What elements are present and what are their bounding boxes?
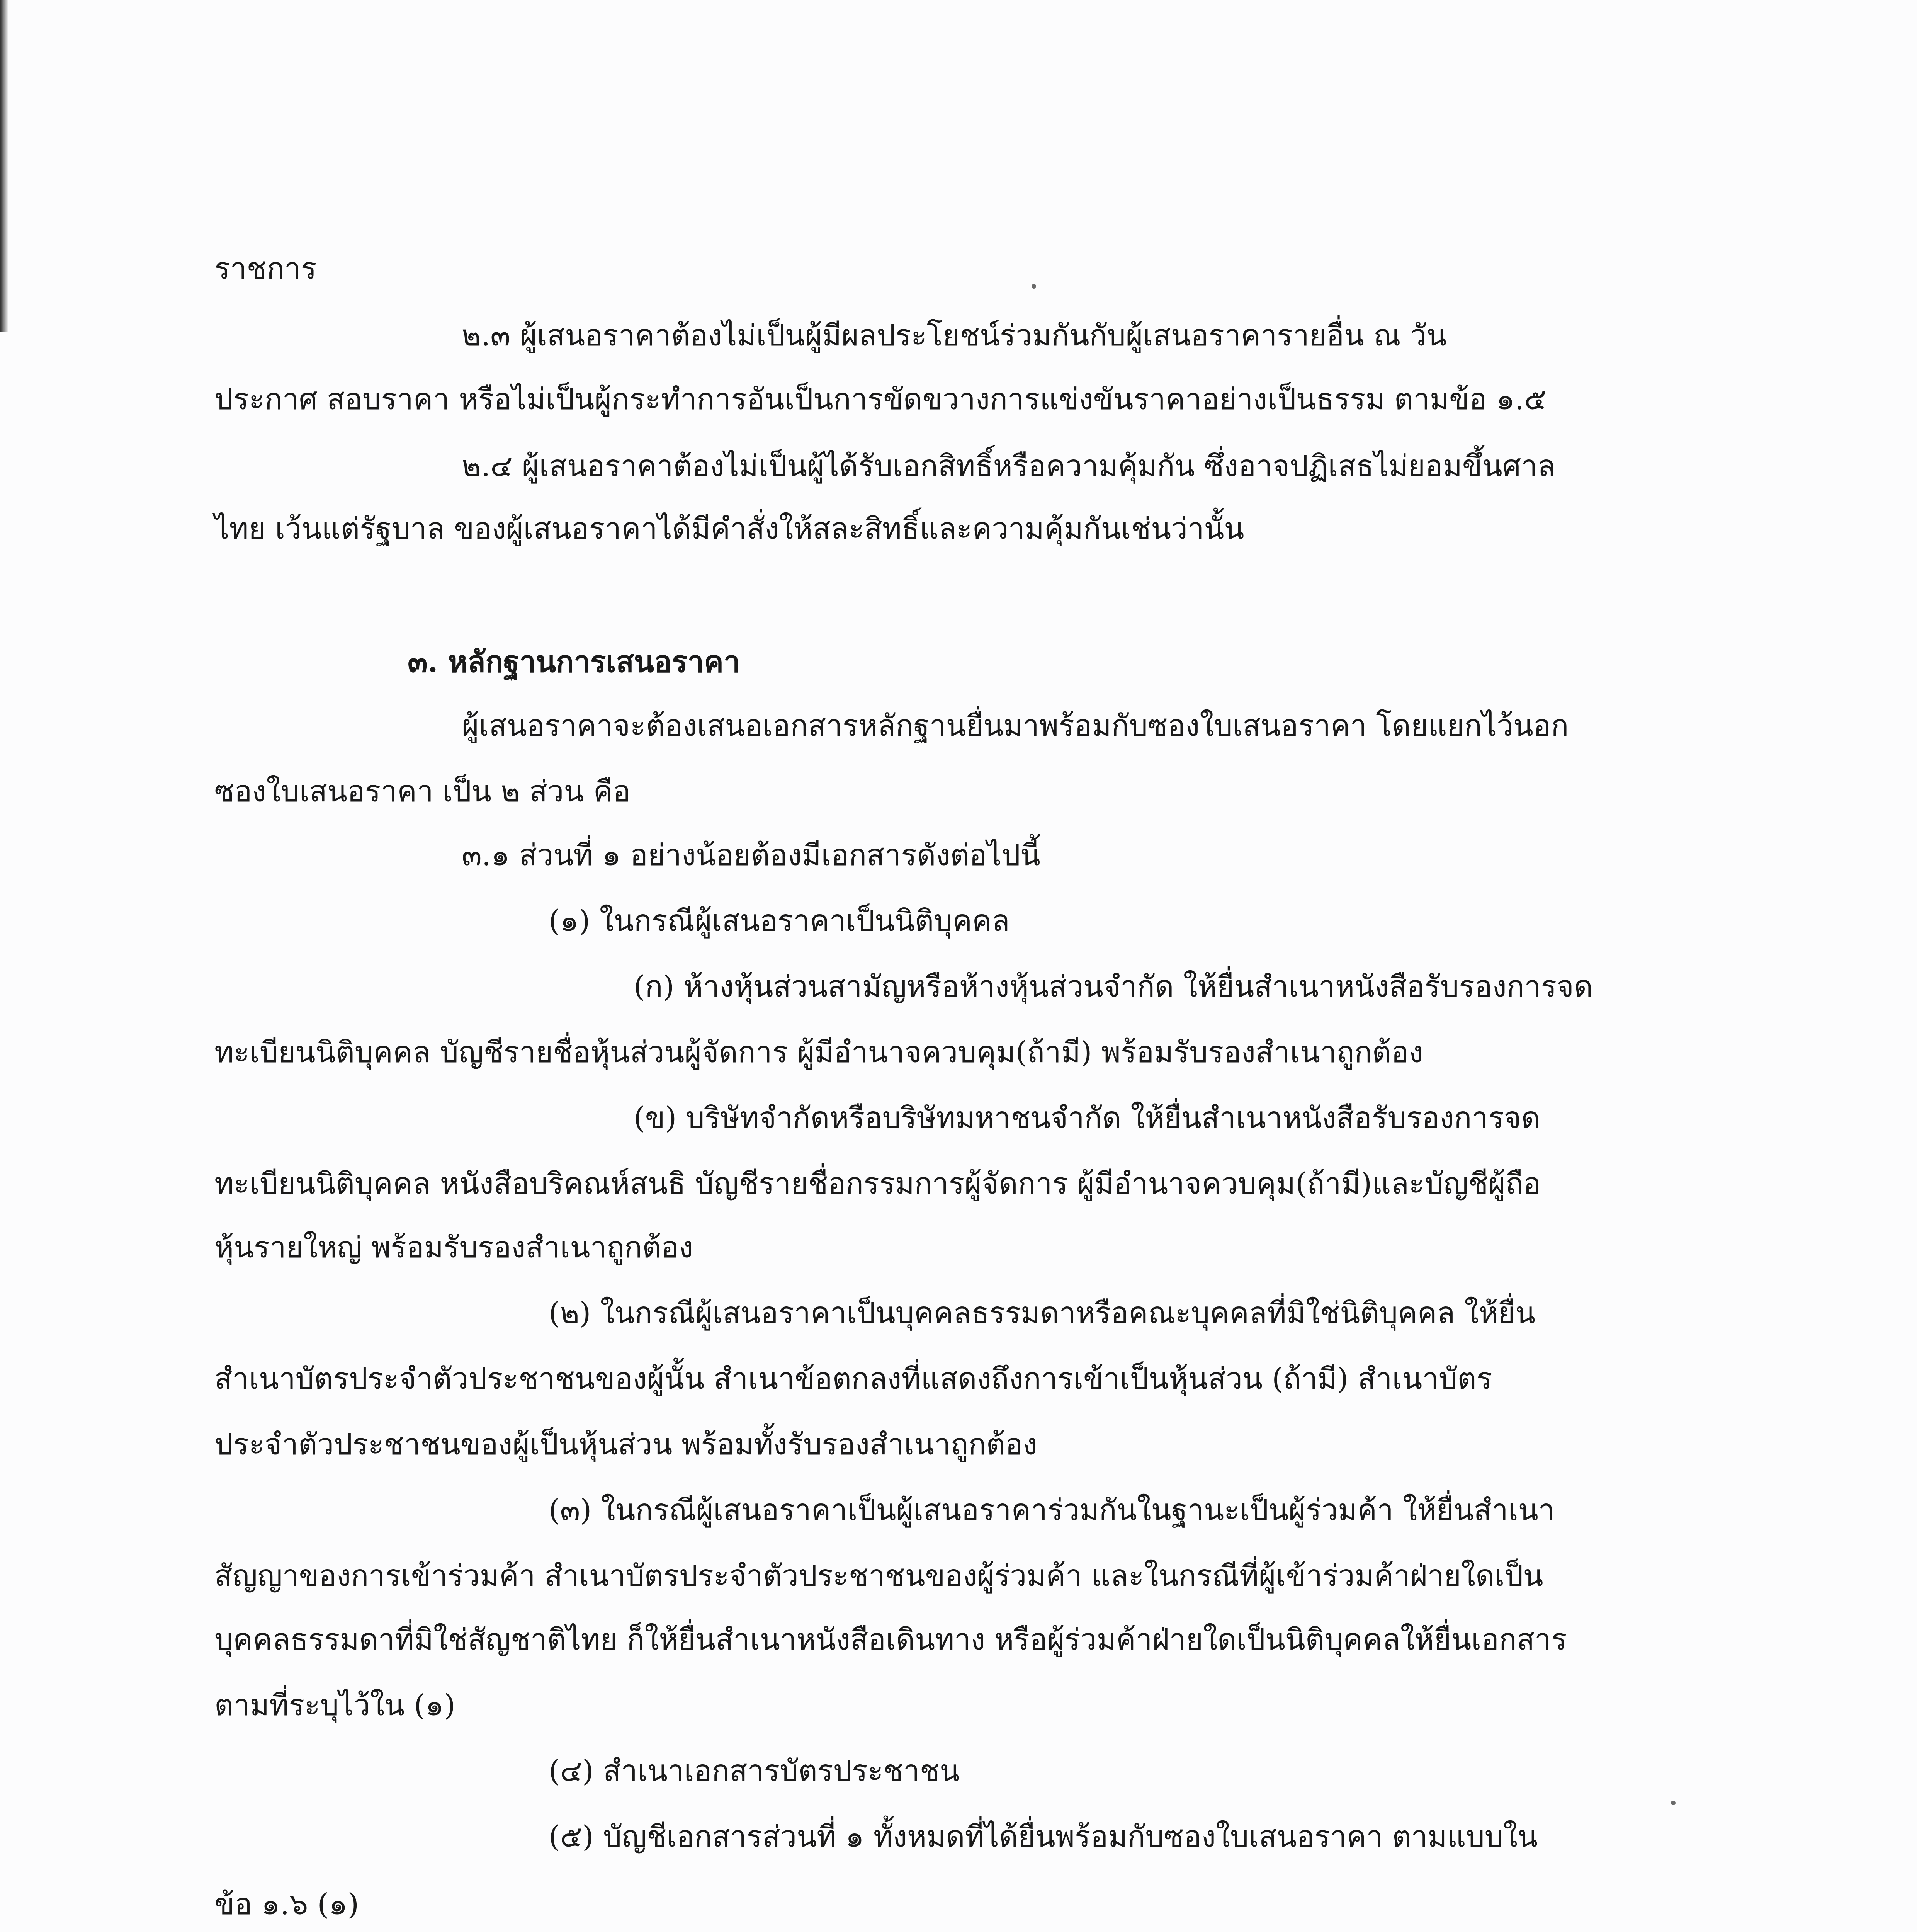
text-line: ๒.๓ ผู้เสนอราคาต้องไม่เป็นผู้มีผลประโยชน์ร่วมกันกับผู้เสนอราคารายอื่น ณ วัน xyxy=(462,318,1447,352)
text-line: ทะเบียนนิติบุคคล บัญชีรายชื่อหุ้นส่วนผู้จัดการ ผู้มีอำนาจควบคุม(ถ้ามี) พร้อมรับรองสำเนาถูกต้อง xyxy=(214,1035,1423,1069)
text-line: สำเนาบัตรประจำตัวประชาชนของผู้นั้น สำเนาข้อตกลงที่แสดงถึงการเข้าเป็นหุ้นส่วน (ถ้ามี) สำเนาบัตร xyxy=(214,1361,1492,1396)
text-line: ผู้เสนอราคาจะต้องเสนอเอกสารหลักฐานยื่นมาพร้อมกับซองใบเสนอราคา โดยแยกไว้นอก xyxy=(462,708,1569,743)
text-line: ซองใบเสนอราคา เป็น ๒ ส่วน คือ xyxy=(214,774,631,808)
text-line: ๒.๔ ผู้เสนอราคาต้องไม่เป็นผู้ได้รับเอกสิทธิ์หรือความคุ้มกัน ซึ่งอาจปฏิเสธไม่ยอมขึ้นศาล xyxy=(462,449,1556,483)
text-line: ๓.๑ ส่วนที่ ๑ อย่างน้อยต้องมีเอกสารดังต่อไปนี้ xyxy=(462,838,1040,872)
text-line: ประจำตัวประชาชนของผู้เป็นหุ้นส่วน พร้อมทั้งรับรองสำเนาถูกต้อง xyxy=(214,1427,1037,1461)
text-line: (ก) ห้างหุ้นส่วนสามัญหรือห้างหุ้นส่วนจำกัด ให้ยื่นสำเนาหนังสือรับรองการจด xyxy=(634,969,1593,1003)
text-line: ราชการ xyxy=(214,251,317,286)
text-line: (๒) ในกรณีผู้เสนอราคาเป็นบุคคลธรรมดาหรือคณะบุคคลที่มิใช่นิติบุคคล ให้ยื่น xyxy=(549,1296,1536,1330)
text-line: ไทย เว้นแต่รัฐบาล ของผู้เสนอราคาได้มีคำสั่งให้สละสิทธิ์และความคุ้มกันเช่นว่านั้น xyxy=(214,511,1244,546)
text-line: (ข) บริษัทจำกัดหรือบริษัทมหาชนจำกัด ให้ยื่นสำเนาหนังสือรับรองการจด xyxy=(634,1100,1540,1135)
section-heading: ๓. หลักฐานการเสนอราคา xyxy=(408,645,740,679)
text-line: ประกาศ สอบราคา หรือไม่เป็นผู้กระทำการอันเป็นการขัดขวางการแข่งขันราคาอย่างเป็นธรรม ตามข้อ ๑.๕ xyxy=(214,382,1547,416)
text-line: (๕) บัญชีเอกสารส่วนที่ ๑ ทั้งหมดที่ได้ยื่นพร้อมกับซองใบเสนอราคา ตามแบบใน xyxy=(549,1819,1538,1854)
text-line: ตามที่ระบุไว้ใน (๑) xyxy=(214,1688,455,1722)
scan-speck xyxy=(1671,1801,1676,1805)
text-line: หุ้นรายใหญ่ พร้อมรับรองสำเนาถูกต้อง xyxy=(214,1230,693,1264)
text-line: สัญญาของการเข้าร่วมค้า สำเนาบัตรประจำตัวประชาชนของผู้ร่วมค้า และในกรณีที่ผู้เข้าร่วมค้าฝ่ายใดเป็น xyxy=(214,1558,1543,1593)
text-line: ทะเบียนนิติบุคคล หนังสือบริคณห์สนธิ บัญชีรายชื่อกรรมการผู้จัดการ ผู้มีอำนาจควบคุม(ถ้ามี)และบัญชีผู้ถือ xyxy=(214,1166,1541,1201)
text-line: (๓) ในกรณีผู้เสนอราคาเป็นผู้เสนอราคาร่วมกันในฐานะเป็นผู้ร่วมค้า ให้ยื่นสำเนา xyxy=(549,1493,1555,1527)
text-line: (๔) สำเนาเอกสารบัตรประชาชน xyxy=(549,1753,960,1788)
scan-speck xyxy=(1032,284,1036,289)
text-line: (๑) ในกรณีผู้เสนอราคาเป็นนิติบุคคล xyxy=(549,903,1010,938)
scan-edge-left xyxy=(0,0,8,332)
text-line: บุคคลธรรมดาที่มิใช่สัญชาติไทย ก็ให้ยื่นสำเนาหนังสือเดินทาง หรือผู้ร่วมค้าฝ่ายใดเป็นนิติบุคคลให้ยื่นเอกสาร xyxy=(214,1622,1567,1656)
text-line: ข้อ ๑.๖ (๑) xyxy=(214,1887,359,1921)
